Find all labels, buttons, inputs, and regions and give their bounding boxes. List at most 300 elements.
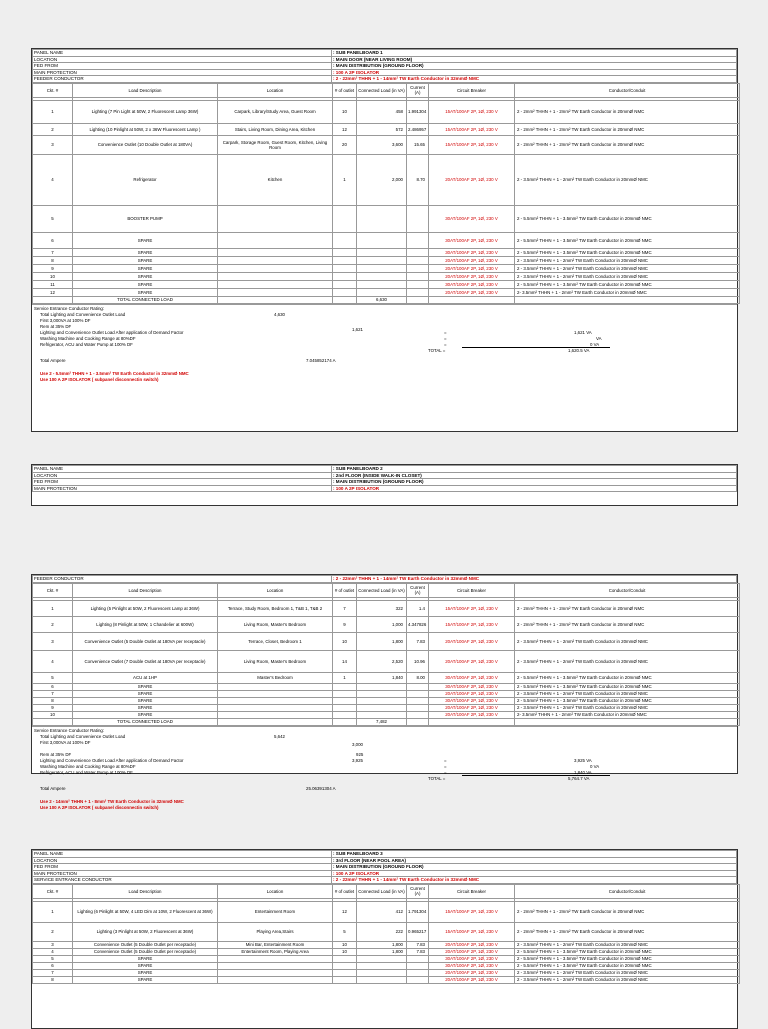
calc-line: = xyxy=(444,757,447,763)
outlet-count: 1 xyxy=(333,672,357,683)
calc-line: VA xyxy=(596,335,602,341)
column-header-row xyxy=(33,884,740,898)
total-underline xyxy=(462,347,610,348)
circuit-breaker: 30AT/100AF 2P, 1Ø, 230 V xyxy=(429,280,515,288)
header-label: MAIN PROTECTION xyxy=(33,485,332,492)
header-value: : 2 - 22mm² THHN + 1 - 14mm² TW Earth Conductor in 32mmØ NMC xyxy=(332,877,737,884)
connected-load: 2,000 xyxy=(357,154,407,205)
total-cell xyxy=(33,718,73,725)
column-header-row xyxy=(33,583,740,597)
column-header-location: Location xyxy=(218,83,333,97)
ckt-number: 4 xyxy=(33,948,73,955)
conductor-conduit: 2 - 3.5mm² THHN + 1 - 2mm² TW Earth Conductor in 20mmØ NMC xyxy=(515,704,740,711)
column-header-load-description: Load Description xyxy=(73,583,218,597)
current: 15.65 xyxy=(407,135,429,154)
load-description: ACU at 1HP xyxy=(73,672,218,683)
total-cell xyxy=(515,718,740,725)
circuit-breaker: 20AT/100AF 2P, 1Ø, 230 V xyxy=(429,704,515,711)
total-connected-load: 6,630 xyxy=(357,296,407,303)
load-description: Convenience Outlet (7 Double Outlet at 180VA per receptacle) xyxy=(73,650,218,672)
conductor-conduit: 2 - 2mm² THHN + 1 - 2mm² TW Earth Conductor in 20mmØ NMC xyxy=(515,100,740,123)
header-value: : 2 - 22mm² THHN + 1 - 14mm² TW Earth Conductor in 32mmØ NMC xyxy=(332,576,737,583)
column-header-outlet-count: # of outlet xyxy=(333,884,357,898)
table-row xyxy=(33,616,740,632)
total-row xyxy=(33,296,740,303)
conductor-conduit: 2 - 3.5mm² THHN + 1 - 2mm² TW Earth Conductor in 20mmØ NMC xyxy=(515,264,740,272)
load-description: Convenience Outlet (5 Double Outlet per receptacle) xyxy=(73,941,218,948)
location xyxy=(218,969,333,976)
connected-load xyxy=(357,711,407,718)
calc-line: 3,925 VA xyxy=(574,757,592,763)
calc-line: 3,000 xyxy=(352,741,363,747)
calc-line: Refrigerator, ACU and Water Pump at 100% DF xyxy=(40,341,133,347)
calc-line: 7.045852174 A xyxy=(306,357,336,363)
outlet-count xyxy=(333,205,357,232)
column-header-conductor-conduit: Conductor/Conduit xyxy=(515,583,740,597)
load-description: Lighting (3 Pinlight at 50W, 2 Fluorescent at 36W) xyxy=(73,922,218,941)
table-row xyxy=(33,256,740,264)
current: 8.00 xyxy=(407,672,429,683)
table-row xyxy=(33,264,740,272)
calc-line: Lighting and Convenience Outlet Load After application of Demand Factor xyxy=(40,757,184,763)
current xyxy=(407,969,429,976)
total-cell xyxy=(218,718,333,725)
column-header-circuit-breaker: Circuit Breaker xyxy=(429,884,515,898)
total-cell xyxy=(429,296,515,303)
header-row xyxy=(33,576,737,583)
current xyxy=(407,272,429,280)
location xyxy=(218,683,333,690)
conductor-conduit: 2 - 2mm² THHN + 1 - 2mm² TW Earth Conductor in 20mmØ NMC xyxy=(515,922,740,941)
header-label: LOCATION xyxy=(33,56,332,63)
load-description: SPARE xyxy=(73,288,218,296)
ckt-number: 10 xyxy=(33,711,73,718)
load-description: Refrigerator xyxy=(73,154,218,205)
header-value: : 2 - 22mm² THHN + 1 - 14mm² TW Earth Conductor in 32mmØ NMC xyxy=(332,76,737,83)
outlet-count: 12 xyxy=(333,901,357,922)
header-label: FED FROM xyxy=(33,63,332,70)
connected-load: 1,800 xyxy=(357,632,407,650)
conductor-conduit: 2 - 3.5mm² THHN + 1 - 2mm² TW Earth Conductor in 20mmØ NMC xyxy=(515,941,740,948)
conductor-conduit: 2 - 2mm² THHN + 1 - 2mm² TW Earth Conductor in 20mmØ NMC xyxy=(515,616,740,632)
calc-line: = xyxy=(444,329,447,335)
connected-load xyxy=(357,280,407,288)
load-description: SPARE xyxy=(73,969,218,976)
connected-load xyxy=(357,232,407,248)
load-description: SPARE xyxy=(73,264,218,272)
panel-schedule-2-header xyxy=(31,464,738,506)
conductor-conduit: 2 - 5.5mm² THHN + 1 - 3.5mm² TW Earth Conductor in 20mmØ NMC xyxy=(515,683,740,690)
load-description: SPARE xyxy=(73,256,218,264)
location xyxy=(218,697,333,704)
connected-load xyxy=(357,976,407,983)
header-value: : 100 A 2P ISOLATOR xyxy=(332,870,737,877)
header-row xyxy=(33,63,737,70)
calc-line: 5,642 xyxy=(274,733,285,739)
header-value: : MAIN DOOR (NEAR LIVING ROOM) xyxy=(332,56,737,63)
column-header-current: Current (A) xyxy=(407,83,429,97)
location: Carpark, Library/Study Area, Guest Room xyxy=(218,100,333,123)
calc-line: Service Entrance Conductor Rating: xyxy=(34,727,105,733)
outlet-count xyxy=(333,256,357,264)
circuit-breaker: 20AT/100AF 2P, 1Ø, 230 V xyxy=(429,941,515,948)
conductor-conduit: 2- 3.5mm² THHN + 1 - 2mm² TW Earth Conductor in 20mmØ NMC xyxy=(515,288,740,296)
ckt-number: 5 xyxy=(33,672,73,683)
table-row xyxy=(33,123,740,135)
load-description: Convenience Outlet (5 Double Outlet per receptacle) xyxy=(73,948,218,955)
connected-load xyxy=(357,962,407,969)
calc-line: = xyxy=(444,341,447,347)
header-label: PANEL NAME xyxy=(33,851,332,858)
load-schedule-table xyxy=(32,583,740,726)
circuit-breaker: 30AT/100AF 2P, 1Ø, 230 V xyxy=(429,672,515,683)
circuit-breaker: 30AT/100AF 2P, 1Ø, 230 V xyxy=(429,962,515,969)
calc-line: Total Lighting and Convenience Outlet Load xyxy=(40,733,126,739)
conductor-conduit: 2 - 2mm² THHN + 1 - 2mm² TW Earth Conductor in 20mmØ NMC xyxy=(515,901,740,922)
current: 1.991304 xyxy=(407,100,429,123)
circuit-breaker: 30AT/100AF 2P, 1Ø, 230 V xyxy=(429,697,515,704)
service-entrance-calc xyxy=(32,726,737,819)
header-row xyxy=(33,466,737,473)
column-header-current: Current (A) xyxy=(407,884,429,898)
table-row xyxy=(33,711,740,718)
calc-line: Refrigerator, ACU and Water Pump at 100% DF xyxy=(40,769,133,775)
current: 7.83 xyxy=(407,632,429,650)
outlet-count xyxy=(333,704,357,711)
connected-load xyxy=(357,969,407,976)
location xyxy=(218,264,333,272)
calc-line: 25.06391304 A xyxy=(306,785,336,791)
table-row xyxy=(33,948,740,955)
header-row xyxy=(33,857,737,864)
table-row xyxy=(33,901,740,922)
current: 0.965217 xyxy=(407,922,429,941)
location: Terrace, Study Room, Bedroom 1, T&B 1, T&B 2 xyxy=(218,600,333,616)
table-row xyxy=(33,704,740,711)
outlet-count: 10 xyxy=(333,941,357,948)
ckt-number: 3 xyxy=(33,941,73,948)
panel-schedule-3 xyxy=(31,849,738,1029)
load-description: SPARE xyxy=(73,962,218,969)
current xyxy=(407,690,429,697)
header-value: : MAIN DISTRIBUTION (GROUND FLOOR) xyxy=(332,864,737,871)
panel-schedule-1 xyxy=(31,48,738,432)
header-row xyxy=(33,472,737,479)
conductor-conduit: 2 - 3.5mm² THHN + 1 - 2mm² TW Earth Conductor in 20mmØ NMC xyxy=(515,650,740,672)
header-value: : 100 A 2P ISOLATOR xyxy=(332,485,737,492)
total-cell xyxy=(33,296,73,303)
circuit-breaker: 15AT/100AF 2P, 1Ø, 230 V xyxy=(429,100,515,123)
conductor-conduit: 2 - 2mm² THHN + 1 - 2mm² TW Earth Conductor in 20mmØ NMC xyxy=(515,135,740,154)
location: Carpark, Storage Room, Guest Room, Kitchen, Living Room xyxy=(218,135,333,154)
connected-load xyxy=(357,248,407,256)
location xyxy=(218,976,333,983)
location: Entertainment Room, Playing Area xyxy=(218,948,333,955)
header-row xyxy=(33,69,737,76)
conductor-conduit: 2 - 5.5mm² THHN + 1 - 3.5mm² TW Earth Conductor in 20mmØ NMC xyxy=(515,962,740,969)
load-description: SPARE xyxy=(73,711,218,718)
connected-load: 3,600 xyxy=(357,135,407,154)
column-header-outlet-count: # of outlet xyxy=(333,83,357,97)
header-value: : 3rd FLOOR (NEAR POOL AREA) xyxy=(332,857,737,864)
ckt-number: 1 xyxy=(33,100,73,123)
calc-line: Use 100 A 2P ISOLATOR ( subpanel disconnectin switch) xyxy=(40,376,159,382)
conductor-conduit: 2 - 5.5mm² THHN + 1 - 3.5mm² TW Earth Conductor in 20mmØ NMC xyxy=(515,948,740,955)
load-description: Convenience Outlet (5 Double Outlet at 180VA per receptacle) xyxy=(73,632,218,650)
outlet-count xyxy=(333,280,357,288)
header-row xyxy=(33,864,737,871)
load-description: SPARE xyxy=(73,272,218,280)
calc-line: Rem at 35% DF xyxy=(40,323,72,329)
conductor-conduit: 2 - 3.5mm² THHN + 1 - 2mm² TW Earth Conductor in 20mmØ NMC xyxy=(515,969,740,976)
column-header-ckt-number: Ckt. # xyxy=(33,884,73,898)
conductor-conduit: 2 - 5.5mm² THHN + 1 - 3.5mm² TW Earth Conductor in 20mmØ NMC xyxy=(515,248,740,256)
calc-line: 5,764.7 VA xyxy=(568,775,590,781)
location: Stairs, Living Room, Dining Area, Kitchen xyxy=(218,123,333,135)
header-row xyxy=(33,485,737,492)
table-row xyxy=(33,969,740,976)
load-description: SPARE xyxy=(73,683,218,690)
load-description: Lighting (7 Pin Light at 50W, 2 Fluorescent Lamp 36W) xyxy=(73,100,218,123)
table-row xyxy=(33,632,740,650)
header-value: : SUB PANELBOARD 1 xyxy=(332,50,737,57)
connected-load: 2,520 xyxy=(357,650,407,672)
load-description: SPARE xyxy=(73,955,218,962)
table-row xyxy=(33,697,740,704)
column-header-location: Location xyxy=(218,884,333,898)
ckt-number: 7 xyxy=(33,248,73,256)
header-label: FEEDER CONDUCTOR xyxy=(33,76,332,83)
location: Mini Bar, Entertainment Room xyxy=(218,941,333,948)
current: 4.347826 xyxy=(407,616,429,632)
column-header-ckt-number: Ckt. # xyxy=(33,583,73,597)
ckt-number: 6 xyxy=(33,683,73,690)
table-row xyxy=(33,248,740,256)
current xyxy=(407,280,429,288)
ckt-number: 2 xyxy=(33,616,73,632)
outlet-count xyxy=(333,264,357,272)
conductor-conduit: 2 - 3.5mm² THHN + 1 - 2mm² TW Earth Conductor in 20mmØ NMC xyxy=(515,256,740,264)
conductor-conduit: 2 - 5.5mm² THHN + 1 - 3.5mm² TW Earth Conductor in 20mmØ NMC xyxy=(515,955,740,962)
table-row xyxy=(33,962,740,969)
ckt-number: 1 xyxy=(33,901,73,922)
location: Master's Bedroom xyxy=(218,672,333,683)
ckt-number: 7 xyxy=(33,969,73,976)
current xyxy=(407,288,429,296)
connected-load: 1,800 xyxy=(357,948,407,955)
outlet-count: 20 xyxy=(333,135,357,154)
header-label: FED FROM xyxy=(33,479,332,486)
connected-load xyxy=(357,690,407,697)
circuit-breaker: 20AT/100AF 2P, 1Ø, 230 V xyxy=(429,711,515,718)
load-description: Convenience Outlet (10 Double Outlet at 180VA) xyxy=(73,135,218,154)
calc-line: Total Ampere xyxy=(40,357,66,363)
header-label: PANEL NAME xyxy=(33,466,332,473)
calc-line: 3,925 xyxy=(352,757,363,763)
outlet-count xyxy=(333,690,357,697)
connected-load: 458 xyxy=(357,100,407,123)
total-label: TOTAL CONNECTED LOAD xyxy=(73,296,218,303)
location xyxy=(218,704,333,711)
circuit-breaker: 15AT/100AF 2P, 1Ø, 230 V xyxy=(429,600,515,616)
circuit-breaker: 20AT/100AF 2P, 1Ø, 230 V xyxy=(429,154,515,205)
panel-schedule-2 xyxy=(31,574,738,810)
outlet-count xyxy=(333,697,357,704)
current xyxy=(407,711,429,718)
circuit-breaker: 30AT/100AF 2P, 1Ø, 230 V xyxy=(429,232,515,248)
outlet-count xyxy=(333,248,357,256)
ckt-number: 6 xyxy=(33,962,73,969)
connected-load: 222 xyxy=(357,922,407,941)
outlet-count: 10 xyxy=(333,632,357,650)
column-header-conductor-conduit: Conductor/Conduit xyxy=(515,884,740,898)
calc-line: Use 100 A 2P ISOLATOR ( subpanel disconnectin switch) xyxy=(40,804,159,810)
load-description: Lighting (6 Pinlight at 50W, 4 LED Dim at 10W, 2 Fluorescent at 36W) xyxy=(73,901,218,922)
connected-load xyxy=(357,955,407,962)
location xyxy=(218,256,333,264)
current xyxy=(407,683,429,690)
connected-load xyxy=(357,264,407,272)
table-row xyxy=(33,690,740,697)
total-connected-load: 7,482 xyxy=(357,718,407,725)
outlet-count xyxy=(333,962,357,969)
header-label: PANEL NAME xyxy=(33,50,332,57)
current xyxy=(407,697,429,704)
table-row xyxy=(33,600,740,616)
load-schedule-table xyxy=(32,83,740,304)
ckt-number: 1 xyxy=(33,600,73,616)
header-row xyxy=(33,50,737,57)
calc-line: Use 2 - 14mm² THHN + 1 - 8mm² TW Earth Conductor in 32mmØ NMC xyxy=(40,798,184,804)
location: Living Room, Master's Bedroom xyxy=(218,616,333,632)
header-row xyxy=(33,870,737,877)
panel-header xyxy=(32,49,737,83)
ckt-number: 2 xyxy=(33,123,73,135)
location xyxy=(218,272,333,280)
table-row xyxy=(33,922,740,941)
circuit-breaker: 20AT/100AF 2P, 1Ø, 230 V xyxy=(429,256,515,264)
outlet-count: 7 xyxy=(333,600,357,616)
total-cell xyxy=(218,296,333,303)
connected-load xyxy=(357,697,407,704)
header-value: : MAIN DISTRIBUTION (GROUND FLOOR) xyxy=(332,63,737,70)
conductor-conduit: 2 - 3.5mm² THHN + 1 - 2mm² TW Earth Conductor in 20mmØ NMC xyxy=(515,632,740,650)
table-row xyxy=(33,672,740,683)
current xyxy=(407,205,429,232)
calc-line: = xyxy=(444,335,447,341)
outlet-count xyxy=(333,683,357,690)
outlet-count: 10 xyxy=(333,100,357,123)
connected-load: 322 xyxy=(357,600,407,616)
calc-line: 925 xyxy=(356,751,364,757)
circuit-breaker: 20AT/100AF 2P, 1Ø, 230 V xyxy=(429,650,515,672)
header-row xyxy=(33,851,737,858)
connected-load: 1,000 xyxy=(357,616,407,632)
circuit-breaker: 20AT/100AF 2P, 1Ø, 230 V xyxy=(429,948,515,955)
service-entrance-calc xyxy=(32,304,737,409)
load-description: SPARE xyxy=(73,697,218,704)
current: 1.4 xyxy=(407,600,429,616)
load-description: SPARE xyxy=(73,690,218,697)
total-label: TOTAL CONNECTED LOAD xyxy=(73,718,218,725)
ckt-number: 8 xyxy=(33,697,73,704)
calc-line: = xyxy=(444,763,447,769)
ckt-number: 4 xyxy=(33,154,73,205)
column-header-load-description: Load Description xyxy=(73,884,218,898)
header-row xyxy=(33,76,737,83)
ckt-number: 12 xyxy=(33,288,73,296)
current xyxy=(407,232,429,248)
load-description: SPARE xyxy=(73,280,218,288)
circuit-breaker: 20AT/100AF 2P, 1Ø, 230 V xyxy=(429,272,515,280)
outlet-count: 1 xyxy=(333,154,357,205)
current xyxy=(407,256,429,264)
ckt-number: 5 xyxy=(33,955,73,962)
current: 10.96 xyxy=(407,650,429,672)
column-header-load-description: Load Description xyxy=(73,83,218,97)
calc-line: Rem at 35% DF xyxy=(40,751,72,757)
header-label: SERVICE ENTRANCE CONDUCTOR xyxy=(33,877,332,884)
calc-line: Washing Machine and Cooking Range at 80%DF xyxy=(40,763,136,769)
load-description: SPARE xyxy=(73,976,218,983)
calc-line: TOTAL = xyxy=(428,347,446,353)
panel-header xyxy=(32,465,737,492)
calc-line: 4,630 xyxy=(274,311,285,317)
column-header-circuit-breaker: Circuit Breaker xyxy=(429,83,515,97)
column-header-current: Current (A) xyxy=(407,583,429,597)
calc-line: Use 2 - 5.5mm² THHN + 1 - 3.5mm² TW Earth Conductor in 32mmØ NMC xyxy=(40,370,189,376)
table-row xyxy=(33,205,740,232)
total-row xyxy=(33,718,740,725)
circuit-breaker: 20AT/100AF 2P, 1Ø, 230 V xyxy=(429,288,515,296)
current: 2.486957 xyxy=(407,123,429,135)
location xyxy=(218,280,333,288)
load-description: Lighting (5 Pinlight at 50W, 2 Fluorescent Lamp at 36W) xyxy=(73,600,218,616)
conductor-conduit: 2 - 5.5mm² THHN + 1 - 3.5mm² TW Earth Conductor in 20mmØ NMC xyxy=(515,697,740,704)
total-underline xyxy=(462,775,610,776)
calc-line: 1,621 VA xyxy=(574,329,592,335)
header-row xyxy=(33,479,737,486)
ckt-number: 7 xyxy=(33,690,73,697)
current xyxy=(407,248,429,256)
column-header-connected-load: Connected Load (in VA) xyxy=(357,83,407,97)
location: Terrace, Closet, Bedroom 1 xyxy=(218,632,333,650)
load-description: BOOSTER PUMP xyxy=(73,205,218,232)
circuit-breaker: 20AT/100AF 2P, 1Ø, 230 V xyxy=(429,690,515,697)
circuit-breaker: 20AT/100AF 2P, 1Ø, 230 V xyxy=(429,976,515,983)
circuit-breaker: 15AT/100AF 2P, 1Ø, 230 V xyxy=(429,901,515,922)
circuit-breaker: 30AT/100AF 2P, 1Ø, 230 V xyxy=(429,205,515,232)
connected-load: 572 xyxy=(357,123,407,135)
header-label: MAIN PROTECTION xyxy=(33,870,332,877)
total-cell xyxy=(333,296,357,303)
calc-line: Service Entrance Conductor Rating: xyxy=(34,305,105,311)
conductor-conduit: 2 - 3.5mm² THHN + 1 - 2mm² TW Earth Conductor in 20mmØ NMC xyxy=(515,272,740,280)
conductor-conduit: 2 - 3.5mm² THHN + 1 - 2mm² TW Earth Conductor in 20mmØ NMC xyxy=(515,154,740,205)
table-row xyxy=(33,955,740,962)
connected-load: 1,840 xyxy=(357,672,407,683)
table-row xyxy=(33,272,740,280)
table-row xyxy=(33,135,740,154)
table-row xyxy=(33,154,740,205)
load-schedule-table xyxy=(32,884,740,984)
conductor-conduit: 2 - 3.5mm² THHN + 1 - 2mm² TW Earth Conductor in 20mmØ NMC xyxy=(515,690,740,697)
connected-load xyxy=(357,288,407,296)
outlet-count: 14 xyxy=(333,650,357,672)
current xyxy=(407,962,429,969)
header-label: FED FROM xyxy=(33,864,332,871)
outlet-count: 10 xyxy=(333,948,357,955)
